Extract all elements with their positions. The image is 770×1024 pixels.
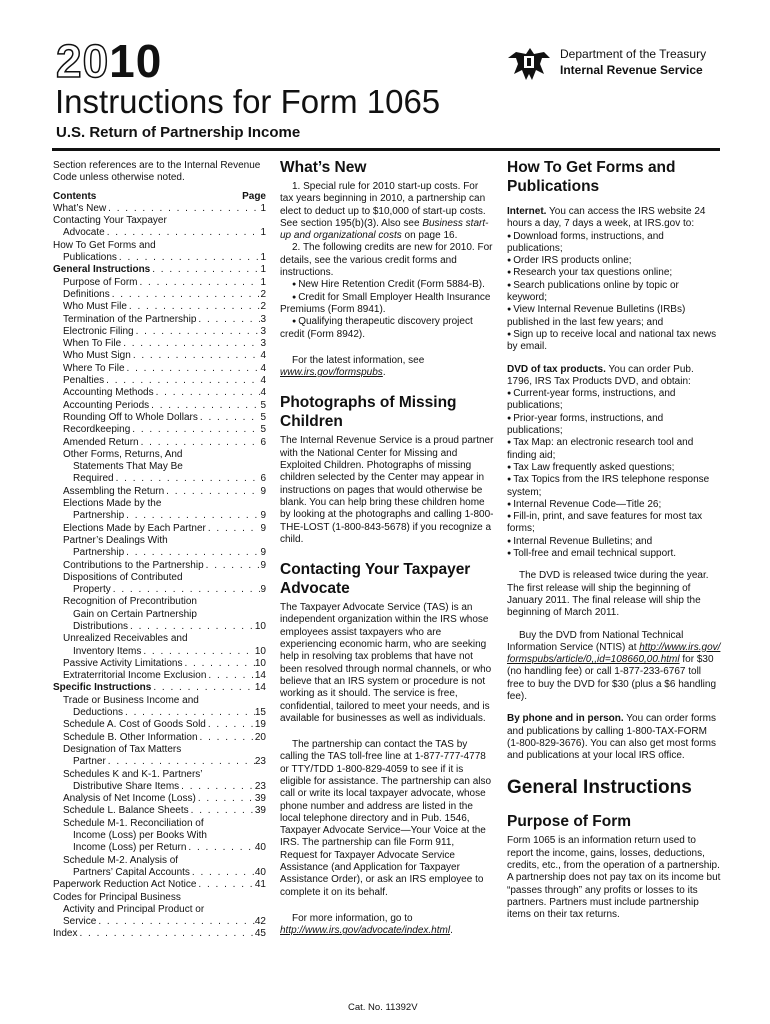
toc-entry-page: 4 (260, 350, 266, 362)
taxpayer-advocate-text-1: The Taxpayer Advocate Service (TAS) is an independent organization within the IRS whose employees assist taxpayers who are experiencing economic harm, who are seeking help in resolving tax problems that have not been resolved through normal channels, or who believe that an IRS system or procedure is not working as it should. The service is free, confidential, tailored to meet your needs, and is available for businesses as well as individuals. (280, 602, 492, 724)
toc-entry-page: 9 (260, 547, 266, 559)
toc-entry (53, 350, 266, 362)
toc-leader-dots (124, 547, 260, 559)
department-block (560, 46, 706, 78)
toc-leader-dots (154, 387, 261, 399)
toc-entry-page: 5 (260, 424, 266, 436)
toc-entry-page: 19 (254, 719, 266, 731)
toc-entry-text: Contributions to the Partnership (63, 559, 204, 571)
table-of-contents (53, 203, 266, 941)
toc-entry (53, 252, 266, 264)
toc-entry (53, 879, 266, 891)
toc-entry-page: 1 (260, 227, 266, 239)
dvd-paragraph: DVD of tax products. You can order Pub. 1796, IRS Tax Products DVD, and obtain: (507, 363, 694, 387)
toc-entry (53, 314, 266, 326)
toc-entry-page: 41 (254, 879, 266, 891)
department-name: Department of the Treasury (560, 47, 707, 61)
credit-bullet-2: ● Credit for Small Employer Health Insurance Premiums (Form 8941). (280, 292, 494, 317)
intro-text: Section references are to the Internal Revenue Code unless otherwise noted. (53, 160, 261, 184)
toc-entry-text: Advocate (63, 227, 105, 239)
toc-entry-text: Income (Loss) per Return (73, 842, 187, 854)
toc-entry (53, 486, 266, 498)
toc-leader-dots (104, 375, 260, 387)
toc-entry (53, 609, 266, 621)
toc-entry-text: Schedules K and K-1. Partners’ (63, 768, 203, 780)
toc-entry-page: 23 (254, 780, 266, 792)
toc-entry (53, 584, 266, 596)
year-solid: 10 (109, 35, 163, 87)
toc-entry (53, 338, 266, 350)
toc-entry (53, 560, 266, 572)
toc-entry (53, 756, 266, 768)
toc-entry-text: Deductions (73, 707, 124, 719)
toc-leader-dots (105, 227, 261, 239)
toc-entry-text: Purpose of Form (63, 276, 138, 288)
toc-entry (53, 670, 266, 682)
toc-entry (53, 203, 266, 215)
toc-entry-text: Paperwork Reduction Act Notice (53, 879, 197, 891)
header-rule (52, 148, 720, 151)
toc-entry-page: 4 (260, 387, 266, 399)
toc-leader-dots (127, 301, 261, 313)
toc-entry-text: Recognition of Precontribution (63, 596, 197, 608)
toc-entry-text: Schedule L. Balance Sheets (63, 805, 189, 817)
toc-leader-dots (124, 510, 260, 522)
latest-info: For the latest information, see www.irs.gov/formspubs. (280, 354, 425, 379)
toc-entry (53, 769, 266, 781)
page-heading: Page (242, 190, 266, 202)
toc-entry-text: Distributive Share Items (73, 780, 180, 792)
toc-entry (53, 326, 266, 338)
toc-entry-page: 4 (260, 375, 266, 387)
toc-entry-text: Who Must File (63, 301, 127, 313)
toc-entry (53, 289, 266, 301)
toc-entry (53, 916, 266, 928)
document-title: Instructions for Form 1065 (55, 83, 441, 120)
toc-entry (53, 695, 266, 707)
toc-entry-text: Gain on Certain Partnership (73, 608, 197, 620)
toc-leader-dots (110, 289, 261, 301)
toc-entry (53, 375, 266, 387)
dvd-bullet-9: ● Toll-free and email technical support. (507, 548, 721, 560)
toc-leader-dots (198, 412, 261, 424)
internet-bullet-6: ● Sign up to receive local and national tax news by email. (507, 329, 721, 354)
toc-entry-text: Index (53, 928, 78, 940)
internet-bullet-1: ● Download forms, instructions, and publications; (507, 231, 721, 256)
dvd-bullet-8: ● Internal Revenue Bulletins; and (507, 536, 721, 548)
toc-entry (53, 928, 266, 940)
toc-entry-text: Where To File (63, 362, 125, 374)
toc-entry (53, 547, 266, 559)
toc-leader-dots (130, 424, 260, 436)
toc-entry-page: 20 (254, 731, 266, 743)
toc-entry-text: Termination of the Partnership (63, 313, 197, 325)
toc-entry-text: Schedule A. Cost of Goods Sold (63, 719, 206, 731)
toc-leader-dots (206, 523, 261, 535)
toc-entry (53, 363, 266, 375)
dvd-bullet-4: ● Tax Law frequently asked questions; (507, 462, 721, 474)
toc-entry-text: Specific Instructions (53, 682, 152, 694)
toc-entry-page: 14 (254, 670, 266, 682)
toc-entry-text: Publications (63, 252, 117, 264)
year-title (56, 35, 163, 87)
toc-entry-page: 9 (260, 584, 266, 596)
toc-leader-dots (128, 621, 255, 633)
toc-entry-page: 1 (260, 264, 266, 276)
toc-entry-page: 4 (260, 362, 266, 374)
toc-entry-page: 39 (254, 805, 266, 817)
toc-entry-text: Partner’s Dealings With (63, 534, 168, 546)
toc-entry (53, 215, 266, 227)
toc-entry-page: 9 (260, 559, 266, 571)
whats-new-item-1: 1. Special rule for 2010 start-up costs. For tax years beginning in 2010, a partnership can elect to deduct up to $10,000 of start-up costs. See section 195(b)(3). Also see Business start-up and organizational costs on page 16. (280, 181, 489, 242)
toc-entry-page: 42 (254, 916, 266, 928)
toc-entry-text: General Instructions (53, 264, 151, 276)
advocate-more-info: For more information, go to http://www.irs.gov/advocate/index.html. (280, 912, 453, 937)
toc-entry (53, 424, 266, 436)
toc-leader-dots (106, 756, 255, 768)
toc-entry-text: Codes for Principal Business (53, 891, 181, 903)
toc-entry-page: 10 (254, 645, 266, 657)
taxpayer-advocate-heading: Contacting Your Taxpayer Advocate (280, 561, 471, 598)
toc-entry-page: 9 (260, 485, 266, 497)
catalog-number: Cat. No. 11392V (348, 1002, 418, 1013)
toc-entry-text: Required (73, 473, 114, 485)
toc-entry-page: 9 (260, 522, 266, 534)
internet-paragraph: Internet. You can access the IRS website 24 hours a day, 7 days a week, at IRS.gov to: (507, 206, 706, 230)
toc-entry-page: 10 (254, 620, 266, 632)
toc-entry-text: Partnership (73, 510, 125, 522)
toc-entry-text: Activity and Principal Product or (63, 903, 205, 915)
toc-entry-text: Elections Made by the (63, 498, 162, 510)
toc-entry-text: Dispositions of Contributed (63, 571, 183, 583)
toc-leader-dots (137, 277, 260, 289)
toc-leader-dots (111, 584, 261, 596)
toc-entry (53, 904, 266, 916)
internet-bullet-3: ● Research your tax questions online; (507, 267, 721, 279)
toc-entry-page: 6 (260, 473, 266, 485)
toc-leader-dots (121, 338, 260, 350)
toc-leader-dots (186, 842, 254, 854)
purpose-of-form-heading: Purpose of Form (507, 813, 632, 831)
credit-bullet-3: ● Qualifying therapeutic discovery project credit (Form 8942). (280, 316, 494, 341)
toc-entry-text: Recordkeeping (63, 424, 131, 436)
dvd-bullet-5: ● Tax Topics from the IRS telephone response system; (507, 474, 721, 499)
toc-entry (53, 510, 266, 522)
toc-leader-dots (150, 264, 260, 276)
toc-entry-text: Analysis of Net Income (Loss) (63, 793, 196, 805)
missing-children-text: The Internal Revenue Service is a proud partner with the National Center for Missing and Exploited Children. Photographs of missing children selected by the Center may appear in instructions on pages that would otherwise be blank. You can help bring these children home by looking at the photographs and calling 1-800-THE-LOST (1-800-843-5678) if you recognize a child. (280, 435, 494, 545)
toc-entry (53, 658, 266, 670)
toc-leader-dots (125, 363, 261, 375)
dvd-release-text: The DVD is released twice during the year. The first release will ship the beginning of January 2011. The final release will ship the beginning of March 2011. (507, 570, 709, 619)
toc-entry (53, 535, 266, 547)
advocate-link[interactable]: http://www.irs.gov/advocate/index.html (280, 925, 451, 937)
toc-entry-page: 9 (260, 510, 266, 522)
toc-entry-text: Definitions (63, 288, 110, 300)
toc-leader-dots (117, 252, 261, 264)
toc-entry-page: 2 (260, 301, 266, 313)
toc-leader-dots (139, 437, 261, 449)
toc-entry-text: Designation of Tax Matters (63, 743, 182, 755)
toc-entry-text: Rounding Off to Whole Dollars (63, 411, 198, 423)
toc-leader-dots (206, 719, 255, 731)
toc-leader-dots (183, 658, 255, 670)
toc-entry (53, 633, 266, 645)
toc-entry-text: Who Must Sign (63, 350, 131, 362)
toc-entry (53, 461, 266, 473)
whats-new-heading: What’s New (280, 159, 367, 176)
toc-entry (53, 830, 266, 842)
toc-entry-text: How To Get Forms and (53, 239, 156, 251)
phone-paragraph: By phone and in person. You can order forms and publications by calling 1-800-TAX-FORM (1-800-829-3676). You can also get most forms and publications at your local IRS office. (507, 713, 717, 762)
toc-leader-dots (96, 916, 255, 928)
toc-entry-page: 14 (254, 682, 266, 694)
toc-entry-text: Property (73, 584, 111, 596)
toc-entry (53, 744, 266, 756)
toc-entry-text: Inventory Items (73, 645, 142, 657)
toc-entry-page: 1 (260, 252, 266, 264)
general-instructions-heading: General Instructions (507, 777, 692, 799)
toc-entry (53, 793, 266, 805)
toc-entry-text: When To File (63, 338, 122, 350)
whats-new-item-2: 2. The following credits are new for 2010. For details, see the various credit forms and instructions. (280, 242, 493, 279)
toc-entry-page: 10 (254, 657, 266, 669)
dvd-bullet-1: ● Current-year forms, instructions, and publications; (507, 388, 721, 413)
toc-entry-text: Accounting Methods (63, 387, 154, 399)
dvd-bullet-2: ● Prior-year forms, instructions, and publications; (507, 413, 721, 438)
toc-entry (53, 842, 266, 854)
toc-entry (53, 523, 266, 535)
toc-entry-text: Other Forms, Returns, And (63, 448, 183, 460)
toc-entry-text: Penalties (63, 375, 105, 387)
toc-leader-dots (196, 793, 255, 805)
toc-entry-text: Statements That May Be (73, 461, 183, 473)
column-contents (53, 158, 266, 941)
get-forms-heading: How To Get Forms and Publications (507, 159, 676, 195)
toc-entry (53, 412, 266, 424)
column-right (507, 158, 721, 922)
toc-leader-dots (141, 646, 255, 658)
toc-leader-dots (206, 670, 254, 682)
toc-entry-text: Electronic Filing (63, 325, 134, 337)
toc-entry (53, 596, 266, 608)
formspubs-link[interactable]: www.irs.gov/formspubs (280, 367, 383, 379)
contents-header (53, 191, 266, 203)
toc-entry-page: 40 (254, 842, 266, 854)
toc-entry-page: 40 (254, 866, 266, 878)
toc-leader-dots (189, 805, 255, 817)
toc-entry-text: Distributions (73, 620, 129, 632)
toc-leader-dots (149, 400, 260, 412)
agency-name: Internal Revenue Service (560, 63, 703, 77)
toc-entry-page: 3 (260, 338, 266, 350)
toc-entry-text: Schedule M-2. Analysis of (63, 854, 179, 866)
toc-leader-dots (131, 350, 261, 362)
toc-entry (53, 264, 266, 276)
toc-entry-text: What’s New (53, 202, 107, 214)
toc-entry (53, 892, 266, 904)
toc-leader-dots (204, 560, 261, 572)
toc-entry-text: Passive Activity Limitations (63, 657, 183, 669)
toc-entry (53, 240, 266, 252)
toc-entry (53, 227, 266, 239)
toc-entry (53, 855, 266, 867)
toc-entry-text: Partner (73, 756, 106, 768)
irs-eagle-logo-icon (506, 44, 552, 84)
toc-entry-text: Extraterritorial Income Exclusion (63, 670, 207, 682)
toc-entry-page: 15 (254, 707, 266, 719)
toc-leader-dots (179, 781, 255, 793)
column-middle (280, 158, 494, 938)
toc-entry (53, 621, 266, 633)
toc-leader-dots (114, 473, 261, 485)
toc-entry-text: Partnership (73, 547, 125, 559)
toc-entry (53, 277, 266, 289)
toc-entry-text: Assembling the Return (63, 485, 165, 497)
purpose-of-form-text: Form 1065 is an information return used to report the income, gains, losses, deductions, credits, etc., from the operation of a partnership. A partnership does not pay tax on its income but “passes through” any profits or losses to its partners. Partners must include partnership items on their tax returns. (507, 835, 721, 921)
document-subtitle: U.S. Return of Partnership Income (56, 124, 301, 141)
toc-entry-text: Amended Return (63, 436, 139, 448)
toc-entry (53, 437, 266, 449)
internet-bullet-2: ● Order IRS products online; (507, 255, 721, 267)
toc-entry-page: 2 (260, 288, 266, 300)
toc-entry-text: Elections Made by Each Partner (63, 522, 206, 534)
ntis-link[interactable]: http://www.irs.gov/formspubs/article/0,,id=108660,00.html (507, 641, 721, 666)
dvd-bullet-3: ● Tax Map: an electronic research tool and finding aid; (507, 437, 721, 462)
toc-leader-dots (106, 203, 260, 215)
toc-entry (53, 818, 266, 830)
toc-entry (53, 682, 266, 694)
taxpayer-advocate-text-2: The partnership can contact the TAS by calling the TAS toll-free line at 1-877-777-4778 or TTY/TDD 1-800-829-4059 to see if it is eligible for assistance. The partnership can also call or write its local taxpayer advocate, whose phone number and address are listed in the local telephone directory and in Pub. 1546, Taxpayer Advocate Service—Your Voice at the IRS. The partnership can file Form 911, Request for Taxpayer Advocate Service Assistance (and Application for Taxpayer Assistance Order), or ask an IRS employee to complete it on its behalf. (280, 739, 492, 898)
toc-entry (53, 449, 266, 461)
missing-children-heading: Photographs of Missing Children (280, 394, 457, 431)
toc-entry-text: Partners’ Capital Accounts (73, 866, 190, 878)
toc-entry-text: Trade or Business Income and (63, 694, 199, 706)
contents-heading: Contents (53, 190, 97, 202)
credit-bullet-1: ● New Hire Retention Credit (Form 5884-B). (280, 279, 494, 291)
dvd-bullet-6: ● Internal Revenue Code—Title 26; (507, 499, 721, 511)
toc-entry (53, 707, 266, 719)
toc-leader-dots (164, 486, 260, 498)
toc-entry-text: Schedule M-1. Reconciliation of (63, 817, 204, 829)
toc-entry-text: Schedule B. Other Information (63, 731, 198, 743)
year-outline: 20 (56, 35, 110, 87)
toc-entry-text: Service (63, 916, 97, 928)
toc-entry-page: 1 (260, 202, 266, 214)
toc-entry-page: 5 (260, 411, 266, 423)
toc-leader-dots (151, 682, 255, 694)
toc-entry (53, 572, 266, 584)
toc-leader-dots (196, 314, 260, 326)
toc-leader-dots (198, 732, 255, 744)
toc-entry-text: Income (Loss) per Books With (73, 830, 207, 842)
toc-entry (53, 400, 266, 412)
ntis-text: Buy the DVD from National Technical Information Service (NTIS) at http://www.irs.gov/formspubs/article/0,,id=108660,00.html for $30 (no handling fee) or call 1-877-233-6767 toll free to buy the DVD for $30 (plus a $6 handling fee). (507, 629, 721, 702)
internet-bullet-5: ● View Internal Revenue Bulletins (IRBs) published in the last few years; and (507, 304, 721, 329)
toc-entry-text: Accounting Periods (63, 399, 150, 411)
toc-entry-page: 3 (260, 313, 266, 325)
toc-leader-dots (134, 326, 261, 338)
toc-entry (53, 805, 266, 817)
toc-entry (53, 867, 266, 879)
toc-entry-page: 39 (254, 793, 266, 805)
toc-entry (53, 781, 266, 793)
toc-entry (53, 732, 266, 744)
toc-entry-page: 45 (254, 928, 266, 940)
toc-entry-page: 3 (260, 325, 266, 337)
toc-entry-page: 1 (260, 276, 266, 288)
toc-leader-dots (123, 707, 255, 719)
toc-leader-dots (190, 867, 255, 879)
toc-entry-page: 23 (254, 756, 266, 768)
toc-entry (53, 498, 266, 510)
toc-entry (53, 719, 266, 731)
toc-entry-text: Unrealized Receivables and (63, 633, 188, 645)
toc-leader-dots (77, 928, 254, 940)
toc-entry (53, 301, 266, 313)
dvd-bullet-7: ● Fill-in, print, and save features for most tax forms; (507, 511, 721, 536)
toc-entry-page: 6 (260, 436, 266, 448)
toc-entry (53, 387, 266, 399)
internet-bullet-4: ● Search publications online by topic or keyword; (507, 280, 721, 305)
toc-entry-text: Contacting Your Taxpayer (53, 215, 167, 227)
toc-entry (53, 646, 266, 658)
toc-leader-dots (196, 879, 254, 891)
toc-entry-page: 5 (260, 399, 266, 411)
toc-entry (53, 473, 266, 485)
